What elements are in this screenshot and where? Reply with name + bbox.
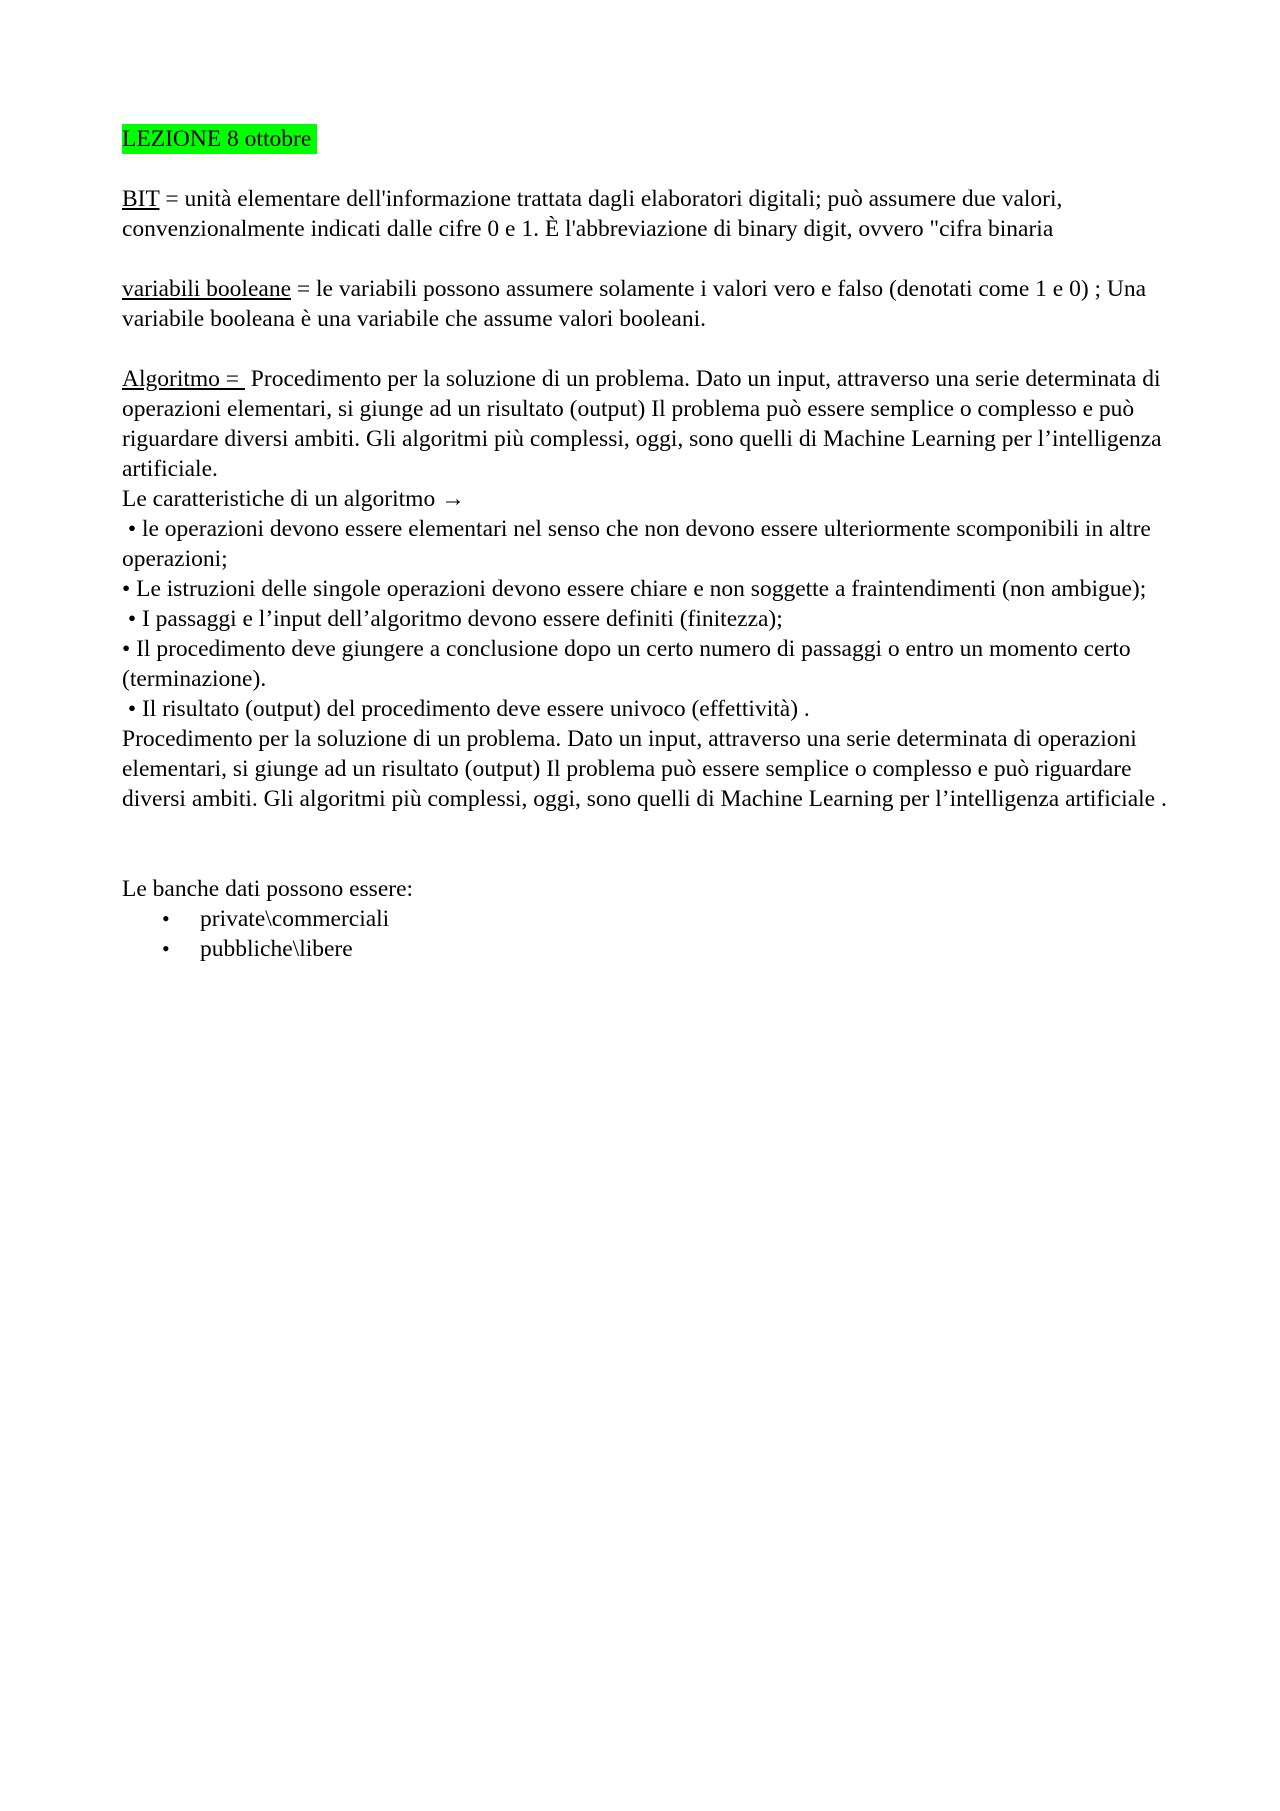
banche-intro: Le banche dati possono essere: [122,876,414,902]
spacer [122,814,1172,874]
list-item-label: pubbliche\libere [200,936,353,962]
characteristic-item: • le operazioni devono essere elementari nel senso che non devono essere ulteriormente scomponibili in altre operazioni; [122,516,1157,572]
bit-paragraph [122,184,1172,244]
list-item [122,904,1172,934]
bullet-icon: • [162,906,170,931]
boolean-definition: = le variabili possono assumere solamente i valori vero e falso (denotati come 1 e 0) ; Una variabile booleana è una variabile che assume valori booleani. [122,276,1147,332]
characteristic-item: • Il procedimento deve giungere a conclusione dopo un certo numero di passaggi o entro un momento certo (terminazione). [122,636,1137,692]
document-page [122,124,1172,964]
algoritmo-term: Algoritmo = [122,366,245,392]
characteristic-item: • Il risultato (output) del procedimento deve essere univoco (effettività) . [122,696,810,722]
spacer [122,244,1172,274]
characteristics-intro: Le caratteristiche di un algoritmo → [122,486,465,512]
algoritmo-repeat-paragraph: Procedimento per la soluzione di un problema. Dato un input, attraverso una serie determinata di operazioni elementari, si giunge ad un risultato (output) Il problema può essere semplice o complesso e può riguardare diversi ambiti. Gli algoritmi più complessi, oggi, sono quelli di Machine Learning per l’intelligenza artificiale . [122,726,1167,812]
bit-term: BIT [122,186,160,212]
boolean-paragraph [122,274,1172,334]
spacer [122,334,1172,364]
algoritmo-paragraph [122,364,1172,484]
banche-list [122,904,1172,964]
bullet-icon: • [162,936,170,961]
characteristic-item: • Le istruzioni delle singole operazioni devono essere chiare e non soggette a fraintendimenti (non ambigue); [122,576,1147,602]
algoritmo-definition: Procedimento per la soluzione di un problema. Dato un input, attraverso una serie determinata di operazioni elementari, si giunge ad un risultato (output) Il problema può essere semplice o complesso e può riguardare diversi ambiti. Gli algoritmi più complessi, oggi, sono quelli di Machine Learning per l’intelligenza artificiale. [122,366,1162,482]
list-item [122,934,1172,964]
boolean-term: variabili booleane [122,276,291,302]
characteristic-item: • I passaggi e l’input dell’algoritmo devono essere definiti (finitezza); [122,606,783,632]
title-wrap [122,124,1172,154]
page-title: LEZIONE 8 ottobre [122,124,317,154]
list-item-label: private\commerciali [200,906,390,932]
bit-definition: = unità elementare dell'informazione trattata dagli elaboratori digitali; può assumere due valori, convenzionalmente indicati dalle cifre 0 e 1. È l'abbreviazione di binary digit, ovvero "cifra binaria [122,186,1063,242]
